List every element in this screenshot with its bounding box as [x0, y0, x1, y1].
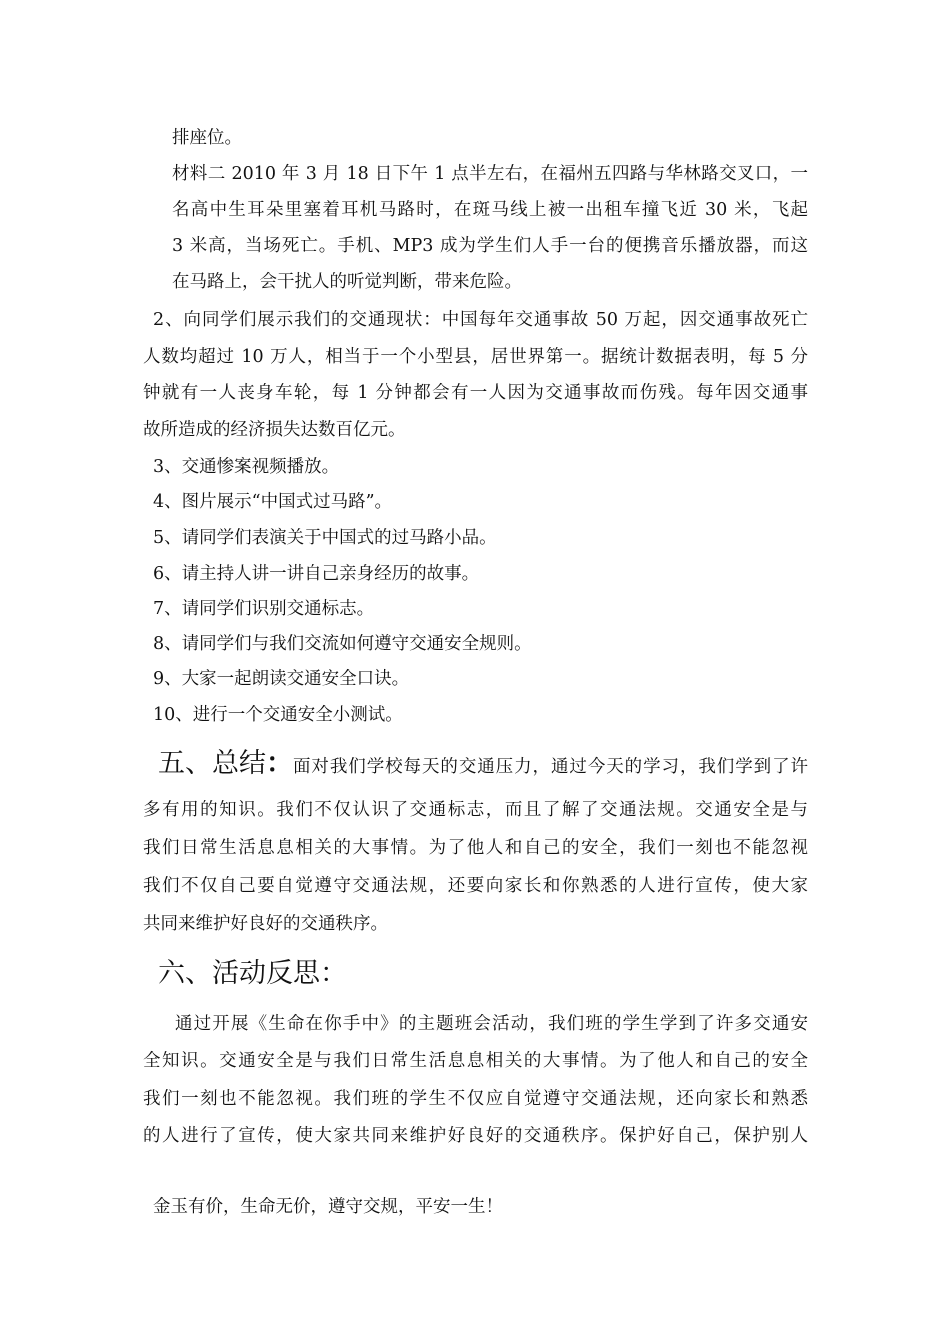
list-item: 6、请主持人讲一讲自己亲身经历的故事。 [153, 564, 480, 584]
reflection-line: 的人进行了宣传，使大家共同来维护好良好的交通秩序。保护好自己，保护别人 [143, 1126, 808, 1146]
material-line: 材料二 2010 年 3 月 18 日下午 1 点半左右，在福州五四路与华林路交叉口，一 [172, 164, 808, 184]
list-item: 9、大家一起朗读交通安全口诀。 [153, 669, 410, 689]
reflection-line: 我们一刻也不能忽视。我们班的学生不仅应自觉遵守交通法规，还向家长和熟悉 [143, 1089, 808, 1109]
summary-heading-colon: ： [266, 748, 293, 779]
step-2-line: 2、向同学们展示我们的交通现状：中国每年交通事故 50 万起，因交通事故死亡 [153, 310, 808, 330]
summary-line: 我们日常生活息息相关的大事情。为了他人和自己的安全，我们一刻也不能忽视 [143, 838, 808, 858]
summary-line: 多有用的知识。我们不仅认识了交通标志，而且了解了交通法规。交通安全是与 [143, 800, 808, 820]
summary-line: 共同来维护好良好的交通秩序。 [143, 914, 388, 934]
step-2-line: 钟就有一人丧身车轮，每 1 分钟都会有一人因为交通事故而伤残。每年因交通事 [143, 383, 808, 403]
reflection-line: 全知识。交通安全是与我们日常生活息息相关的大事情。为了他人和自己的安全 [143, 1051, 808, 1071]
closing-slogan: 金玉有价，生命无价，遵守交规，平安一生！ [153, 1197, 503, 1217]
list-item: 4、图片展示“中国式过马路”。 [153, 492, 393, 512]
material-line: 3 米高，当场死亡。手机、MP3 成为学生们人手一台的便携音乐播放器，而这 [172, 236, 808, 256]
list-item: 7、请同学们识别交通标志。 [153, 599, 375, 619]
material-line: 排座位。 [172, 128, 242, 148]
list-item: 8、请同学们与我们交流如何遵守交通安全规则。 [153, 634, 532, 654]
summary-line: 我们不仅自己要自觉遵守交通法规，还要向家长和你熟悉的人进行宣传，使大家 [143, 876, 808, 896]
list-item: 3、交通惨案视频播放。 [153, 457, 340, 477]
reflection-line: 通过开展《生命在你手中》的主题班会活动，我们班的学生学到了许多交通安 [175, 1014, 808, 1034]
list-item: 10、进行一个交通安全小测试。 [153, 705, 403, 725]
list-item: 5、请同学们表演关于中国式的过马路小品。 [153, 528, 497, 548]
summary-line: 面对我们学校每天的交通压力，通过今天的学习，我们学到了许 [293, 757, 808, 777]
step-2-line: 人数均超过 10 万人，相当于一个小型县，居世界第一。据统计数据表明，每 5 分 [143, 347, 808, 367]
step-2-line: 故所造成的经济损失达数百亿元。 [143, 420, 406, 440]
summary-heading: 五、总结 [158, 748, 266, 779]
material-line: 在马路上，会干扰人的听觉判断，带来危险。 [172, 272, 522, 292]
summary-first-line [158, 746, 808, 782]
material-line: 名高中生耳朵里塞着耳机马路时，在斑马线上被一出租车撞飞近 30 米，飞起 [172, 200, 808, 220]
reflection-heading: 六、活动反思： [158, 958, 347, 989]
